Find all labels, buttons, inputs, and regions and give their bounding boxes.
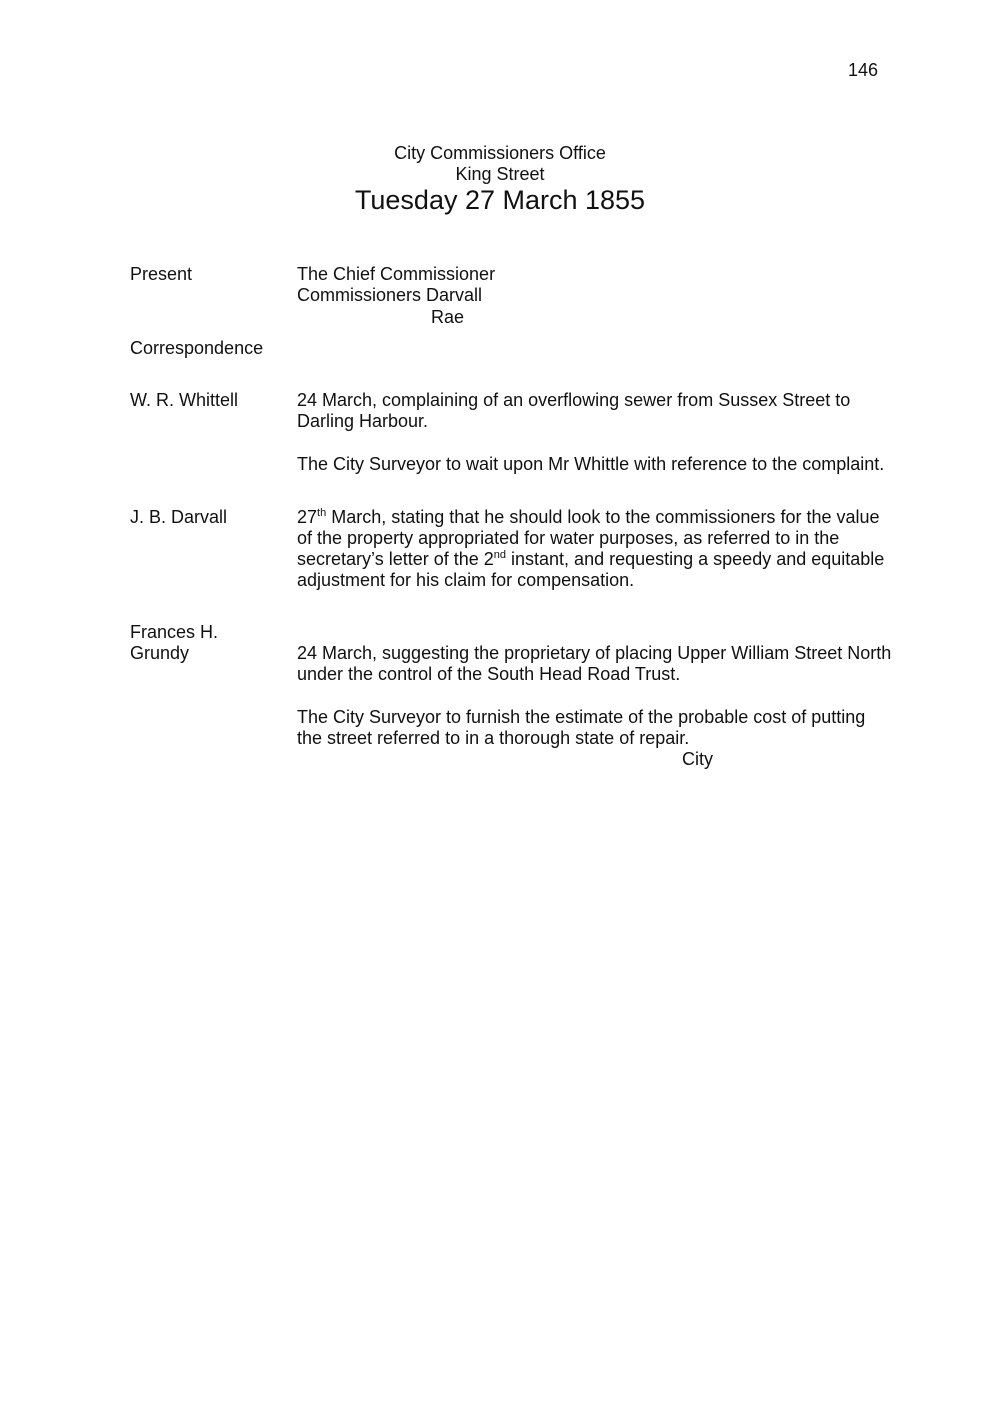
darvall-line-3-post: instant, and requesting a speedy and equitable [506,549,885,569]
correspondent-whittell: W. R. Whittell [130,390,239,410]
grundy-resolution-line-2: the street referred to in a thorough state of repair. [297,728,690,748]
darvall-letter-line-4: adjustment for his claim for compensation. [297,570,635,590]
present-label: Present [130,264,193,284]
correspondence-label: Correspondence [130,338,264,358]
grundy-letter-line-2: under the control of the South Head Road Trust. [297,664,681,684]
darvall-line-1-text: March, stating that he should look to the commissioners for the value [326,507,880,527]
darvall-letter-line-3 [297,549,917,570]
whittell-resolution: The City Surveyor to wait upon Mr Whittle with reference to the complaint. [297,454,885,474]
present-line-chief: The Chief Commissioner [297,264,496,284]
meeting-date-heading: Tuesday 27 March 1855 [354,185,646,215]
present-line-rae: Rae [431,307,465,327]
correspondent-grundy-line-1: Frances H. [130,622,219,642]
correspondent-grundy-line-2: Grundy [130,643,190,663]
darvall-letter-line-1 [297,507,917,528]
darvall-line-3-pre: secretary’s letter of the 2 [297,549,494,569]
page-number: 146 [847,60,878,80]
whittell-letter-line-2: Darling Harbour. [297,411,429,431]
darvall-letter-line-2: of the property appropriated for water purposes, as referred to in the [297,528,840,548]
office-heading: City Commissioners Office [394,143,606,163]
correspondent-darvall: J. B. Darvall [130,507,228,527]
street-heading: King Street [455,164,545,184]
darvall-date-suffix: th [317,507,327,519]
grundy-resolution-line-1: The City Surveyor to furnish the estimate of the probable cost of putting [297,707,866,727]
grundy-letter-line-1: 24 March, suggesting the proprietary of placing Upper William Street North [297,643,892,663]
darvall-date-day: 27 [297,507,318,527]
whittell-letter-line-1: 24 March, complaining of an overflowing sewer from Sussex Street to [297,390,851,410]
present-line-commissioners: Commissioners Darvall [297,285,483,305]
darvall-line-3-suffix: nd [493,549,507,561]
catchword: City [682,749,713,769]
